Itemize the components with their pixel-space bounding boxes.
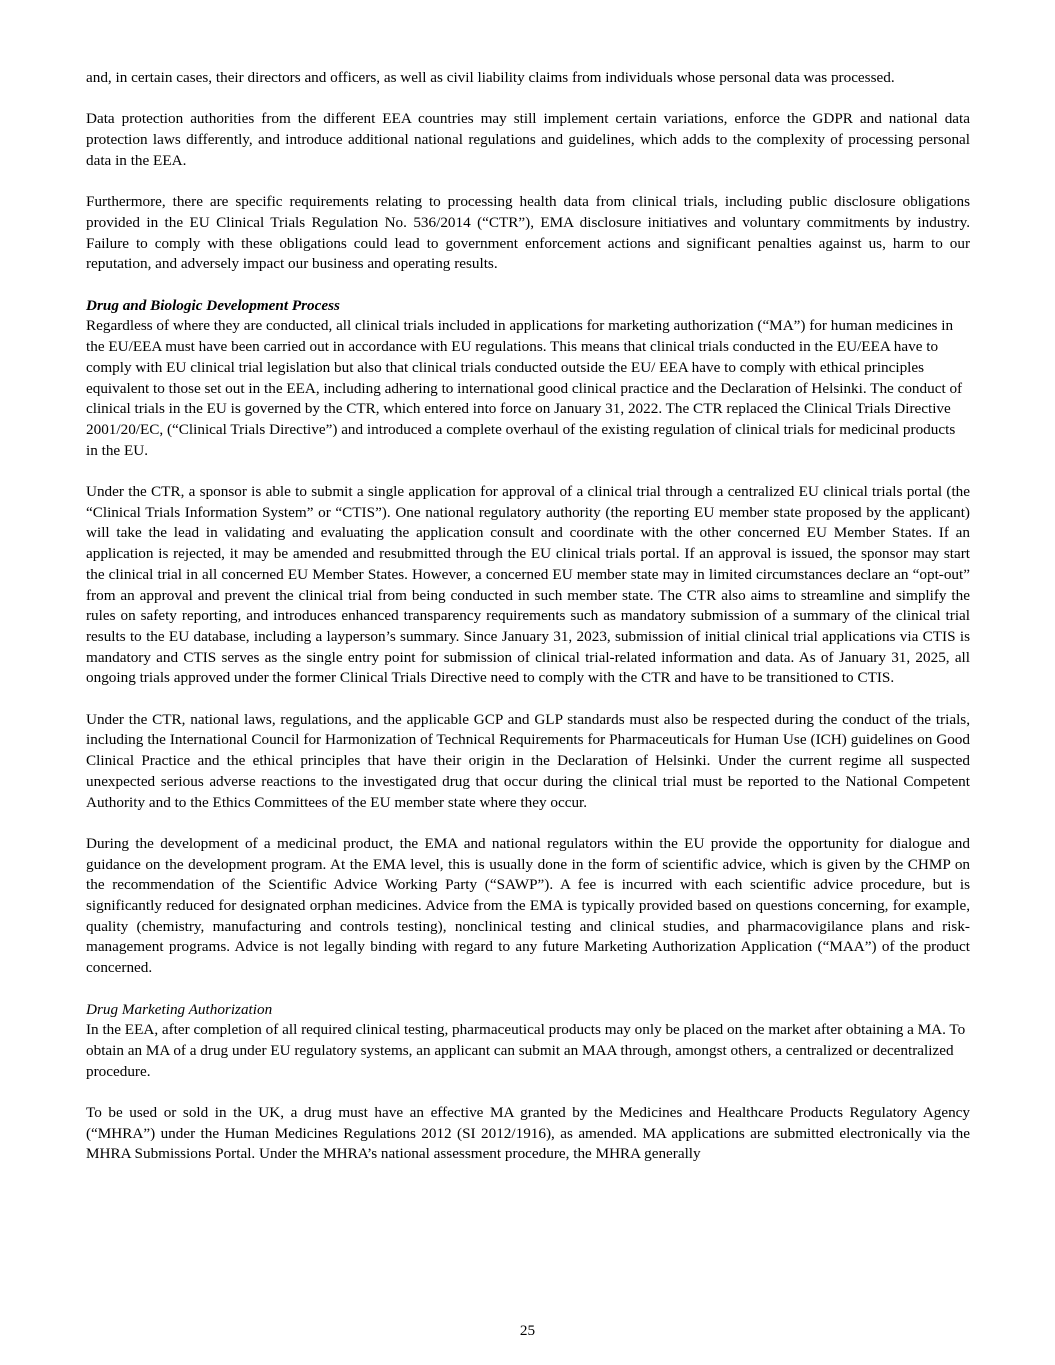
paragraph-ctr-ctis: Under the CTR, a sponsor is able to submit a single application for approval of a clinical trial through a centralized EU clinical trials portal (the “Clinical Trials Information System” or “CTIS”). One national regulatory authority (the reporting EU member state proposed by the applicant) will take the lead in validating and evaluating the application consult and coordinate with the other concerned EU Member States. If an application is rejected, it may be amended and resubmitted through the EU clinical trials portal. If an approval is issued, the sponsor may start the clinical trial in all concerned EU Member States. However, a concerned EU member state may in limited circumstances declare an “opt-out” from an approval and prevent the clinical trial from being conducted in such member state. The CTR also aims to streamline and simplify the rules on safety reporting, and introduces enhanced transparency requirements such as mandatory submission of a summary of the clinical trial results to the EU database, including a layperson’s summary. Since January 31, 2023, submission of initial clinical trial applications via CTIS is mandatory and CTIS serves as the single entry point for submission of clinical trial-related information and data. As of January 31, 2025, all ongoing trials approved under the former Clinical Trials Directive need to comply with the CTR and have to be transitioned to CTIS. (86, 483, 970, 687)
section-heading-marketing-authorization: Drug Marketing Authorization (86, 1000, 273, 1018)
paragraph-gcp-glp-standards: Under the CTR, national laws, regulations, and the applicable GCP and GLP standards must also be respected during the conduct of the trials, including the International Council for Harmonization of Technical Requirements for Pharmaceuticals for Human Use (ICH) guidelines on Good Clinical Practice and the ethical principles that have their origin in the Declaration of Helsinki. Under the current regime all suspected unexpected serious adverse reactions to the investigated drug that occur during the clinical trial must be reported to the National Competent Authority and to the Ethics Committees of the EU member state where they occur. (86, 710, 970, 811)
section-drug-marketing-authorization (86, 1000, 970, 1083)
paragraph-dpa-variations: Data protection authorities from the different EEA countries may still implement certain variations, enforce the GDPR and national data protection laws differently, and introduce additional national regulations and guidelines, which adds to the complexity of processing personal data in the EEA. (86, 110, 970, 169)
page-number: 25 (519, 1322, 536, 1339)
paragraph-clinical-trials-eu-regulations: Regardless of where they are conducted, all clinical trials included in applications for marketing authorization (“MA”) for human medicines in the EU/EEA must have been carried out in accordance with EU regulations. This means that clinical trials conducted in the EU/EEA have to comply with EU clinical trial legislation but also that clinical trials conducted outside the EU/ EEA have to comply with ethical principles equivalent to those set out in the EEA, including adhering to international good clinical practice and the Declaration of Helsinki. The conduct of clinical trials in the EU is governed by the CTR, which entered into force on January 31, 2022. The CTR replaced the Clinical Trials Directive 2001/20/EC, (“Clinical Trials Directive”) and introduced a complete overhaul of the existing regulation of clinical trials for medicinal products in the EU. (86, 317, 963, 459)
paragraph-ema-scientific-advice: During the development of a medicinal product, the EMA and national regulators within the EU provide the opportunity for dialogue and guidance on the development program. At the EMA level, this is usually done in the form of scientific advice, which is given by the CHMP on the recommendation of the Scientific Advice Working Party (“SAWP”). A fee is incurred with each scientific advice procedure, but is significantly reduced for designated orphan medicines. Advice from the EMA is typically provided based on questions concerning, for example, quality (chemistry, manufacturing and controls testing), nonclinical testing and clinical studies, and pharmacovigilance plans and risk-management programs. Advice is not legally binding with regard to any future Marketing Authorization Application (“MAA”) of the product concerned. (86, 834, 970, 977)
paragraph-gdpr-liability: and, in certain cases, their directors and officers, as well as civil liability claims from individuals whose personal data was processed. (86, 69, 895, 86)
section-heading-drug-biologic: Drug and Biologic Development Process (86, 296, 340, 314)
paragraph-clinical-trial-data: Furthermore, there are specific requirements relating to processing health data from clinical trials, including public disclosure obligations provided in the EU Clinical Trials Regulation No. 536/2014 (“CTR”), EMA disclosure initiatives and voluntary commitments by industry. Failure to comply with these obligations could lead to government enforcement actions and significant penalties against us, harm to our reputation, and adversely impact our business and operating results. (86, 193, 970, 273)
paragraph-eea-marketing-authorization: In the EEA, after completion of all required clinical testing, pharmaceutical products may only be placed on the market after obtaining a MA. To obtain an MA of a drug under EU regulatory systems, an applicant can submit an MAA through, amongst others, a centralized or decentralized procedure. (86, 1021, 966, 1080)
section-drug-biologic-development (86, 296, 970, 462)
document-page (86, 68, 970, 1186)
paragraph-uk-mhra: To be used or sold in the UK, a drug must have an effective MA granted by the Medicines and Healthcare Products Regulatory Agency (“MHRA”) under the Human Medicines Regulations 2012 (SI 2012/1916), as amended. MA applications are submitted electronically via the MHRA Submissions Portal. Under the MHRA’s national assessment procedure, the MHRA generally (86, 1104, 970, 1163)
